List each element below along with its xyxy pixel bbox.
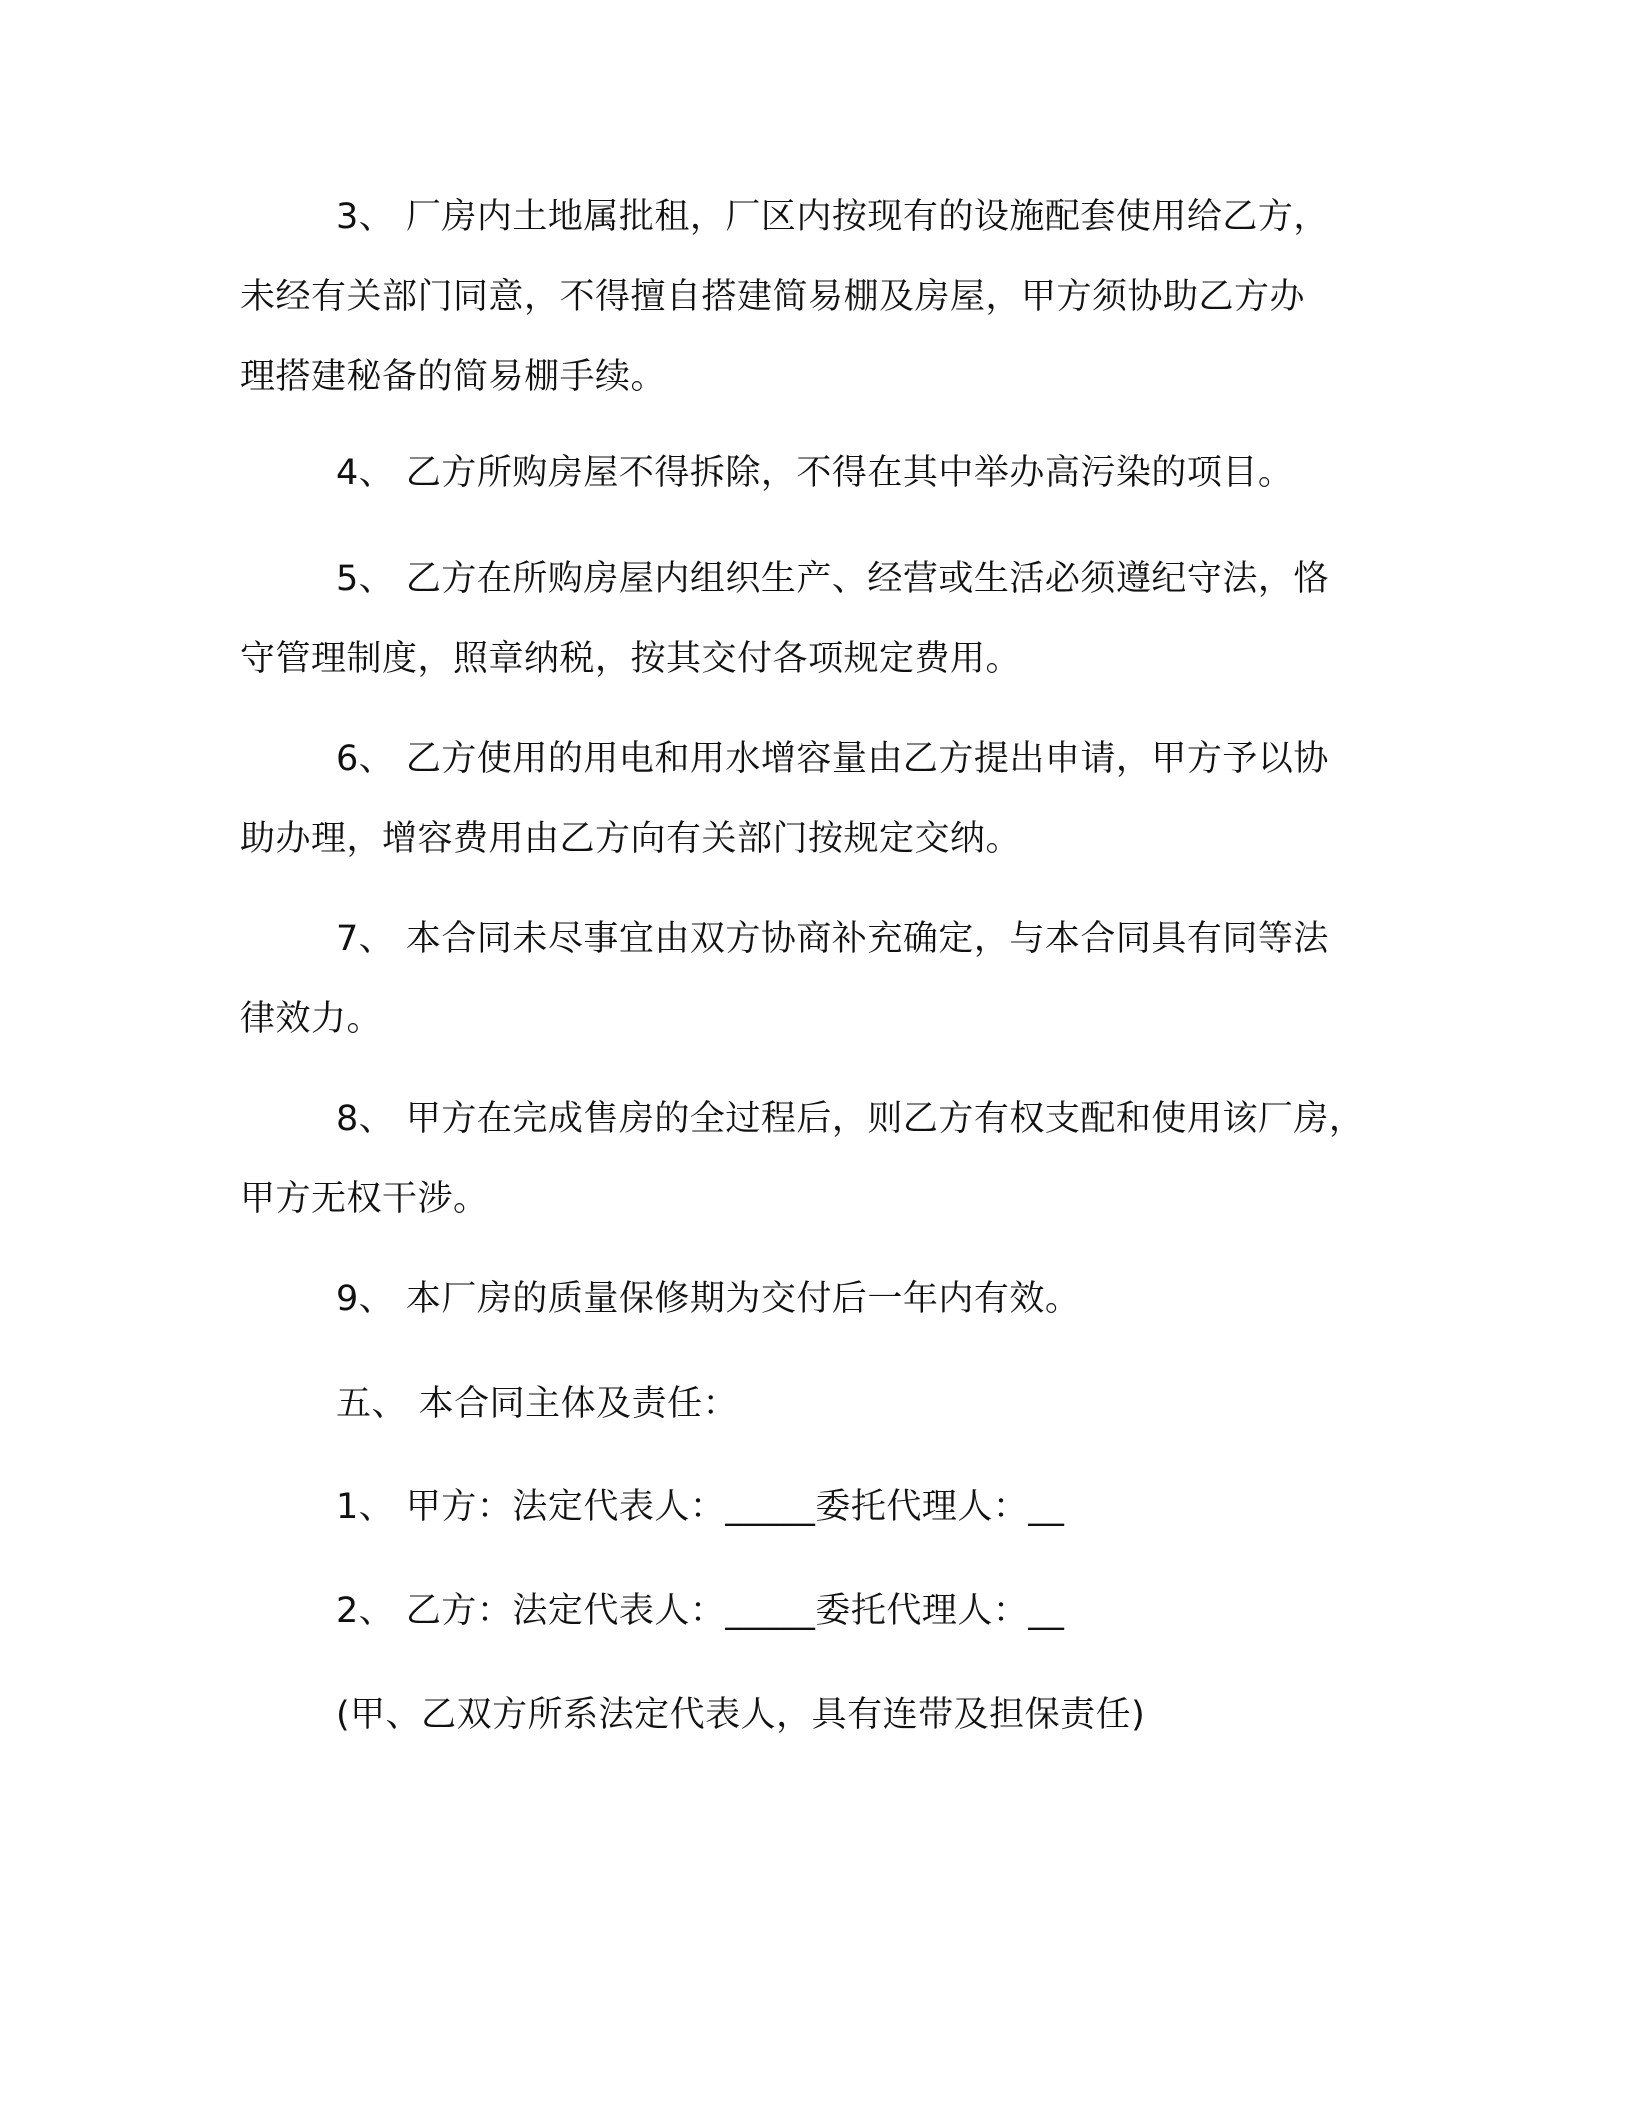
clause-9-line-1: 9、 本厂房的质量保修期为交付后一年内有效。 [336,1279,1081,1319]
clause-4-line-1: 4、 乙方所购房屋不得拆除，不得在其中举办高污染的项目。 [336,453,1294,493]
clause-8-line-2: 甲方无权干涉。 [240,1179,489,1219]
liability-note: (甲、乙双方所系法定代表人，具有连带及担保责任) [336,1695,1146,1735]
clause-7-line-1: 7、 本合同未尽事宜由双方协商补充确定，与本合同具有同等法 [336,919,1329,959]
party-b-line: 2、 乙方：法定代表人：_____委托代理人：__ [336,1591,1065,1631]
clause-9 [240,1259,1408,1339]
clause-3-line-1: 3、 厂房内土地属批租，厂区内按现有的设施配套使用给乙方， [336,197,1329,237]
clause-3-line-3: 理搭建秘备的简易棚手续。 [240,357,667,397]
clause-8-line-1: 8、 甲方在完成售房的全过程后，则乙方有权支配和使用该厂房， [336,1099,1365,1139]
clause-6-line-2: 助办理，增容费用由乙方向有关部门按规定交纳。 [240,819,1022,859]
clause-7-line-2: 律效力。 [240,999,383,1039]
section-five-heading: 五、 本合同主体及责任： [336,1384,739,1424]
clause-6 [240,719,1408,879]
clause-5-line-1: 5、 乙方在所购房屋内组织生产、经营或生活必须遵纪守法，恪 [336,559,1329,599]
party-a-line: 1、 甲方：法定代表人：_____委托代理人：__ [336,1487,1065,1527]
clause-7 [240,899,1408,1059]
clause-6-line-1: 6、 乙方使用的用电和用水增容量由乙方提出申请，甲方予以协 [336,739,1329,779]
clause-3 [240,177,1408,417]
clause-3-line-2: 未经有关部门同意，不得擅自搭建简易棚及房屋，甲方须协助乙方办 [240,277,1306,317]
clause-5 [240,539,1408,699]
clause-8 [240,1079,1408,1239]
clause-5-line-2: 守管理制度，照章纳税，按其交付各项规定费用。 [240,639,1022,679]
clause-4 [240,433,1408,513]
